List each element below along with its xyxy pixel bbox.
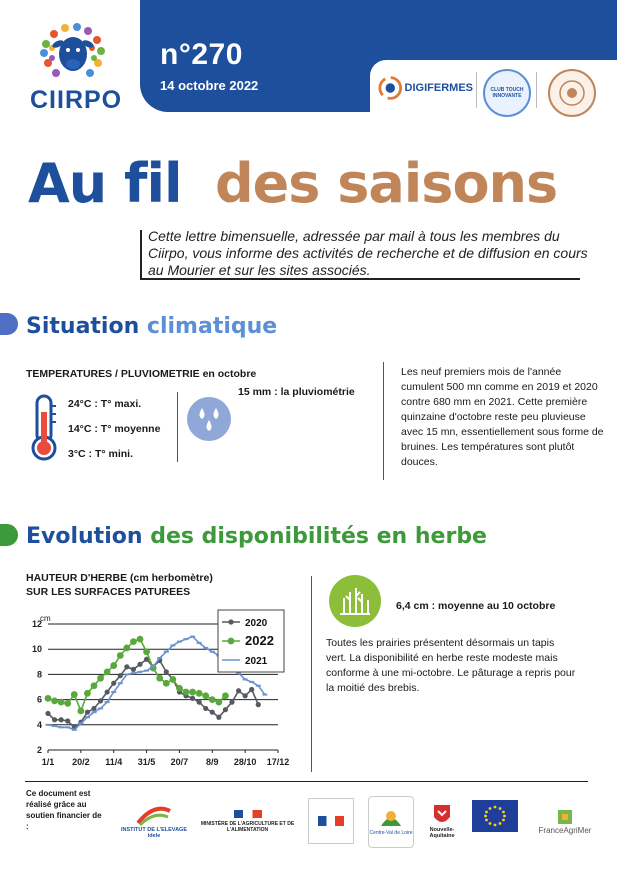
point-2022 bbox=[163, 680, 170, 687]
point-2021 bbox=[151, 666, 156, 668]
eu-logo bbox=[472, 800, 518, 832]
point-2021 bbox=[59, 726, 64, 728]
centre-val-de-loire-logo bbox=[368, 796, 414, 848]
point-2021 bbox=[203, 647, 208, 649]
point-2020 bbox=[256, 702, 261, 707]
franceagrimer-logo bbox=[530, 800, 600, 842]
point-2021 bbox=[177, 641, 182, 643]
point-2022 bbox=[91, 682, 98, 689]
climate-title-blue: Situation bbox=[26, 314, 140, 339]
x-tick-label: 11/4 bbox=[105, 757, 123, 767]
thermometer-icon bbox=[26, 392, 62, 462]
idele-logo bbox=[118, 796, 190, 846]
intro-text: Cette lettre bimensuelle, adressée par mail à tous les membres du Ciirpo, vous informe des activités de recherche et de diffusion en cours au Mourier et sur les sites associés. bbox=[148, 228, 588, 278]
point-2021 bbox=[138, 671, 143, 673]
point-2022 bbox=[176, 685, 183, 692]
point-2022 bbox=[130, 638, 137, 645]
point-2022 bbox=[209, 696, 216, 703]
point-2020 bbox=[190, 696, 195, 701]
point-2022 bbox=[137, 636, 144, 643]
point-2020 bbox=[243, 693, 248, 698]
rain-value: 15 mm : la pluviométrie bbox=[238, 386, 355, 398]
intro-bottom-rule bbox=[140, 278, 580, 280]
grass-highlight: 6,4 cm : moyenne au 10 octobre bbox=[396, 600, 556, 612]
point-2020 bbox=[197, 700, 202, 705]
aquitaine-shield-icon bbox=[432, 803, 452, 827]
legend-label-2021: 2021 bbox=[245, 656, 268, 667]
centre-label: Centre-Val de Loire bbox=[369, 830, 413, 836]
point-2021 bbox=[105, 701, 110, 703]
point-2021 bbox=[46, 724, 51, 726]
point-2022 bbox=[215, 699, 222, 706]
point-2021 bbox=[72, 729, 77, 731]
point-2022 bbox=[71, 691, 78, 698]
point-2022 bbox=[58, 699, 65, 706]
grass-divider bbox=[311, 576, 312, 772]
x-tick-label: 17/12 bbox=[266, 757, 290, 767]
point-2022 bbox=[104, 668, 111, 675]
x-tick-label: 20/7 bbox=[170, 757, 189, 767]
y-tick-label: 8 bbox=[36, 669, 42, 680]
digifermes-label: DIGIFERMES bbox=[404, 82, 473, 94]
ciirpo-sheep-logo bbox=[28, 18, 118, 90]
club-touch-label: CLUB TOUCH INNOVANTE bbox=[490, 87, 524, 99]
point-2020 bbox=[45, 711, 50, 716]
point-2021 bbox=[164, 651, 169, 653]
point-2020 bbox=[164, 669, 169, 674]
point-2021 bbox=[197, 642, 202, 644]
point-2022 bbox=[189, 689, 196, 696]
point-2020 bbox=[105, 689, 110, 694]
x-tick-label: 20/2 bbox=[72, 757, 90, 767]
intro-left-rule bbox=[140, 230, 142, 280]
point-2022 bbox=[45, 695, 52, 702]
club-touch-badge bbox=[483, 69, 531, 117]
idele-label: INSTITUT DE L'ELEVAGE idele bbox=[121, 827, 187, 839]
point-2020 bbox=[229, 700, 234, 705]
point-2022 bbox=[117, 652, 124, 659]
legend-label-2020: 2020 bbox=[245, 618, 268, 629]
point-2022 bbox=[84, 690, 91, 697]
point-2020 bbox=[236, 688, 241, 693]
grass-title-green: des disponibilités en herbe bbox=[150, 524, 487, 549]
point-2020 bbox=[124, 664, 129, 669]
point-2021 bbox=[85, 716, 90, 718]
point-2022 bbox=[143, 648, 150, 655]
legend-marker-2020 bbox=[228, 619, 233, 624]
point-2022 bbox=[77, 708, 84, 715]
seal-icon bbox=[550, 71, 594, 115]
section-title-climate bbox=[26, 314, 277, 339]
climate-divider-2 bbox=[383, 362, 384, 480]
aquitaine-label: Nouvelle-Aquitaine bbox=[429, 827, 455, 839]
grass-heading-line2: SUR LES SURFACES PATUREES bbox=[26, 586, 191, 598]
nouvelle-aquitaine-logo bbox=[420, 796, 464, 846]
point-2022 bbox=[110, 662, 117, 669]
point-2020 bbox=[131, 667, 136, 672]
point-2020 bbox=[249, 687, 254, 692]
grass-height-chart bbox=[22, 604, 294, 774]
partner-divider bbox=[476, 72, 477, 108]
point-2021 bbox=[249, 681, 254, 683]
point-2022 bbox=[123, 645, 130, 652]
point-2021 bbox=[157, 657, 162, 659]
eu-stars-icon bbox=[480, 804, 510, 828]
point-2021 bbox=[190, 636, 195, 638]
temp-max: 24°C : T° maxi. bbox=[68, 398, 142, 410]
point-2021 bbox=[210, 651, 215, 653]
climate-heading: TEMPERATURES / PLUVIOMETRIE en octobre bbox=[26, 368, 257, 380]
point-2021 bbox=[131, 672, 136, 674]
point-2020 bbox=[65, 718, 70, 723]
section-marker-grass bbox=[0, 524, 18, 546]
digifermes-icon bbox=[378, 75, 403, 101]
point-2022 bbox=[202, 692, 209, 699]
point-2021 bbox=[243, 678, 248, 680]
legend-label-2022: 2022 bbox=[245, 633, 274, 648]
franceagrimer-icon bbox=[556, 808, 574, 826]
grass-heading-line1: HAUTEUR D'HERBE (cm herbomètre) bbox=[26, 572, 213, 584]
point-2021 bbox=[78, 723, 83, 725]
x-tick-label: 8/9 bbox=[206, 757, 219, 767]
idele-icon bbox=[134, 803, 174, 827]
brand-name: CIIRPO bbox=[30, 86, 123, 114]
point-2020 bbox=[210, 710, 215, 715]
grass-text: Toutes les prairies présentent désormais un tapis vert. La disponibilité en herbe reste modeste mais conforme à une mi-octobre. Le pâturage a repris pour la moitié des brebis. bbox=[326, 637, 576, 694]
x-tick-label: 1/1 bbox=[41, 757, 55, 767]
point-2021 bbox=[256, 685, 261, 687]
point-2022 bbox=[64, 700, 71, 707]
temp-avg: 14°C : T° moyenne bbox=[68, 423, 161, 435]
point-2021 bbox=[184, 638, 189, 640]
centre-icon bbox=[378, 808, 404, 830]
point-2021 bbox=[92, 711, 97, 713]
point-2022 bbox=[51, 697, 58, 704]
climate-title-brown: climatique bbox=[146, 314, 278, 339]
point-2020 bbox=[98, 698, 103, 703]
point-2020 bbox=[118, 673, 123, 678]
x-tick-label: 31/5 bbox=[137, 757, 156, 767]
point-2022 bbox=[156, 675, 163, 682]
y-tick-label: 4 bbox=[36, 719, 42, 730]
point-2020 bbox=[59, 717, 64, 722]
footer-support-text: Ce document est réalisé grâce au soutien financier de : bbox=[26, 789, 102, 831]
point-2021 bbox=[170, 644, 175, 646]
point-2021 bbox=[118, 682, 123, 684]
point-2020 bbox=[137, 662, 142, 667]
y-tick-label: 12 bbox=[31, 619, 42, 629]
point-2022 bbox=[222, 692, 229, 699]
y-axis-unit: cm bbox=[40, 614, 51, 623]
point-2021 bbox=[52, 725, 57, 727]
issue-date: 14 octobre 2022 bbox=[160, 78, 259, 93]
ministry-flag bbox=[234, 810, 262, 818]
legend-marker-2022 bbox=[228, 638, 235, 645]
point-2022 bbox=[183, 689, 190, 696]
footer-rule bbox=[25, 781, 588, 782]
section-marker-climate bbox=[0, 313, 18, 335]
climate-divider-1 bbox=[177, 392, 178, 462]
temp-min: 3°C : T° mini. bbox=[68, 448, 133, 460]
y-tick-label: 10 bbox=[31, 644, 42, 655]
point-2020 bbox=[203, 706, 208, 711]
prefecture-logo bbox=[308, 798, 354, 844]
point-2021 bbox=[98, 707, 103, 709]
prefecture-flag bbox=[318, 816, 344, 826]
climate-text: Les neuf premiers mois de l'année cumulent 500 mn comme en 2019 et 2020 contre 680 mm en 2021. Cette première quinzaine d'octobre reste peu pluvieuse avec 15 mn, essentiellement sous forme de bruines. Les températures sont plutôt douces. bbox=[401, 366, 604, 468]
seal-logo bbox=[548, 69, 596, 117]
point-2020 bbox=[111, 681, 116, 686]
rain-drops-icon bbox=[186, 396, 232, 442]
ministry-logo bbox=[200, 798, 295, 844]
section-title-grass bbox=[26, 524, 487, 549]
grass-icon bbox=[328, 574, 382, 628]
point-2021 bbox=[111, 691, 116, 693]
main-title-part1: Au fil bbox=[28, 152, 182, 215]
point-2020 bbox=[223, 707, 228, 712]
grass-title-blue: Evolution bbox=[26, 524, 143, 549]
partner-divider-2 bbox=[536, 72, 537, 108]
point-2021 bbox=[144, 670, 149, 672]
issue-number: n°270 bbox=[160, 38, 243, 71]
point-2022 bbox=[97, 675, 104, 682]
ministry-label: MINISTÈRE DE L'AGRICULTURE ET DE L'ALIMENTATION bbox=[200, 820, 295, 833]
point-2021 bbox=[124, 673, 129, 675]
point-2021 bbox=[262, 694, 267, 696]
main-title-part2: des saisons bbox=[215, 152, 558, 215]
y-tick-label: 6 bbox=[36, 694, 42, 705]
y-tick-label: 2 bbox=[36, 745, 42, 755]
point-2022 bbox=[169, 676, 176, 683]
point-2020 bbox=[85, 710, 90, 715]
point-2021 bbox=[65, 726, 70, 728]
digifermes-logo bbox=[378, 74, 473, 102]
point-2022 bbox=[196, 690, 203, 697]
franceagrimer-label: FranceAgriMer bbox=[538, 825, 592, 835]
point-2020 bbox=[216, 715, 221, 720]
x-tick-label: 28/10 bbox=[233, 757, 257, 767]
point-2020 bbox=[52, 717, 57, 722]
